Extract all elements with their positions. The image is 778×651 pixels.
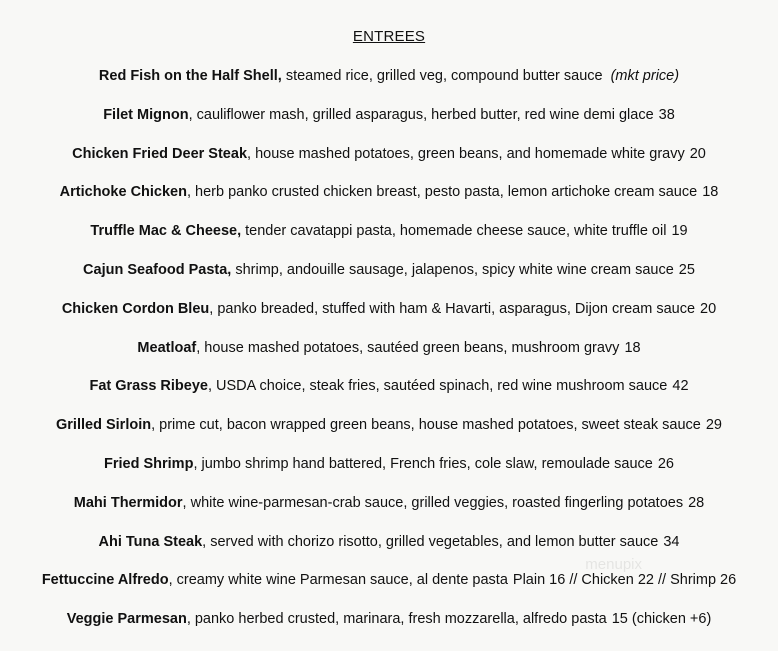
menu-item — [0, 609, 778, 648]
item-name: Filet Mignon — [103, 106, 189, 123]
item-name: Ahi Tuna Steak — [98, 533, 203, 550]
item-name: Meatloaf — [137, 339, 197, 356]
item-description: , herb panko crusted chicken breast, pesto pasta, lemon artichoke cream sauce — [186, 184, 698, 201]
menu-item — [0, 182, 778, 221]
menu-item — [0, 454, 778, 493]
item-description: , house mashed potatoes, green beans, and homemade white gravy — [247, 145, 685, 162]
item-description: , house mashed potatoes, sautéed green beans, mushroom gravy — [196, 339, 620, 356]
item-price: 15 (chicken +6) — [611, 611, 712, 628]
menu-item — [0, 105, 778, 144]
item-price: 20 — [700, 300, 717, 317]
item-name: Veggie Parmesan — [66, 611, 187, 628]
item-price: 42 — [672, 378, 689, 395]
menu-item — [0, 570, 778, 609]
menu-item — [0, 415, 778, 454]
menu-item — [0, 144, 778, 183]
item-name: Cajun Seafood Pasta, — [83, 261, 232, 278]
menu-item — [0, 532, 778, 571]
menu-item — [0, 299, 778, 338]
item-price: 25 — [678, 261, 695, 278]
menu-item — [0, 338, 778, 377]
item-description: , creamy white wine Parmesan sauce, al dente pasta — [168, 572, 508, 589]
item-description: , USDA choice, steak fries, sautéed spinach, red wine mushroom sauce — [207, 378, 668, 395]
item-description: tender cavatappi pasta, homemade cheese sauce, white truffle oil — [241, 223, 667, 240]
item-price: 19 — [671, 223, 688, 240]
item-price: 34 — [663, 533, 680, 550]
section-heading: ENTREES — [352, 28, 426, 45]
item-price: 26 — [657, 455, 674, 472]
menu-item — [0, 493, 778, 532]
menu-item — [0, 260, 778, 299]
item-description: , prime cut, bacon wrapped green beans, house mashed potatoes, sweet steak sauce — [151, 417, 701, 434]
menu-item — [0, 221, 778, 260]
item-name: Artichoke Chicken — [59, 184, 187, 201]
item-name: Fat Grass Ribeye — [89, 378, 208, 395]
item-price: Plain 16 // Chicken 22 // Shrimp 26 — [512, 572, 737, 589]
item-description: , panko breaded, stuffed with ham & Havarti, asparagus, Dijon cream sauce — [209, 300, 696, 317]
item-description: , served with chorizo risotto, grilled vegetables, and lemon butter sauce — [202, 533, 659, 550]
item-description: , white wine-parmesan-crab sauce, grilled veggies, roasted fingerling potatoes — [182, 494, 684, 511]
menu-item — [0, 376, 778, 415]
item-name: Truffle Mac & Cheese, — [90, 223, 242, 240]
item-price: 18 — [702, 184, 719, 201]
item-name: Mahi Thermidor — [73, 494, 183, 511]
watermark: menupix — [585, 556, 642, 573]
item-description: , jumbo shrimp hand battered, French fries, cole slaw, remoulade sauce — [193, 455, 653, 472]
item-name: Fettuccine Alfredo — [41, 572, 169, 589]
item-price: 29 — [705, 417, 722, 434]
item-name: Grilled Sirloin — [56, 417, 152, 434]
item-name: Chicken Fried Deer Steak — [72, 145, 248, 162]
item-price: 18 — [624, 339, 641, 356]
item-name: Red Fish on the Half Shell, — [98, 68, 282, 84]
item-price: 38 — [658, 106, 675, 123]
item-description: , panko herbed crusted, marinara, fresh mozzarella, alfredo pasta — [186, 611, 607, 628]
entree-list — [0, 66, 778, 648]
item-description: , cauliflower mash, grilled asparagus, herbed butter, red wine demi glace — [188, 106, 654, 123]
item-name: Fried Shrimp — [104, 455, 194, 472]
item-price: 28 — [688, 494, 705, 511]
item-description: steamed rice, grilled veg, compound butter sauce — [281, 68, 603, 84]
item-price: 20 — [689, 145, 706, 162]
menu-item — [0, 66, 778, 105]
item-name: Chicken Cordon Bleu — [61, 300, 210, 317]
item-price-note: (mkt price) — [610, 68, 680, 84]
item-description: shrimp, andouille sausage, jalapenos, spicy white wine cream sauce — [231, 261, 674, 278]
